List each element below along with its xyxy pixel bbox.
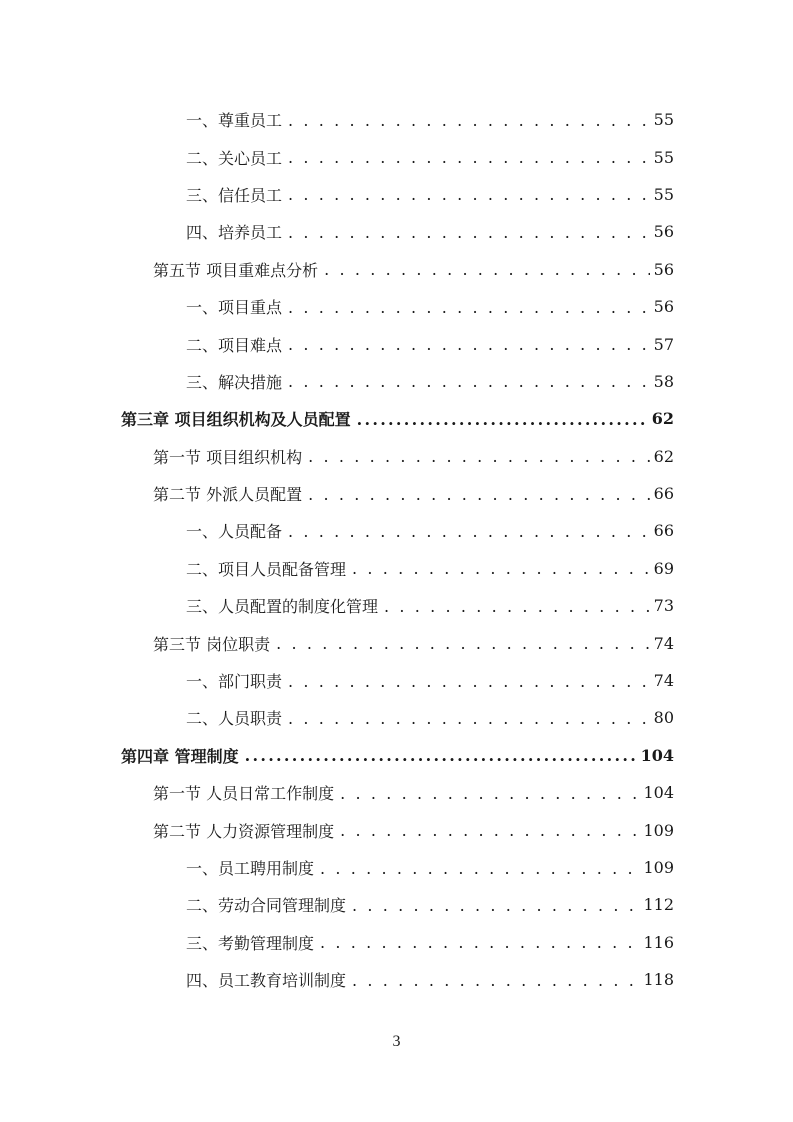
toc-dot-leader (340, 823, 639, 839)
toc-entry-title: 二、关心员工 (186, 148, 283, 168)
toc-dot-leader (288, 113, 650, 129)
toc-entry-title: 二、人员职责 (186, 709, 283, 729)
toc-entry-page-number: 116 (643, 932, 674, 952)
toc-entry-title: 第二节 人力资源管理制度 (153, 821, 335, 841)
toc-entry-page-number: 74 (653, 633, 674, 653)
toc-entry-page-number: 56 (653, 297, 674, 317)
toc-entry-title: 三、解决措施 (186, 372, 283, 392)
toc-entry-page-number: 112 (643, 895, 674, 915)
toc-section-entry[interactable] (0, 774, 793, 811)
toc-entry-title: 三、考勤管理制度 (186, 933, 315, 953)
toc-entry-title: 三、信任员工 (186, 185, 283, 205)
toc-section-entry[interactable] (0, 475, 793, 512)
toc-subsection-entry[interactable] (0, 662, 793, 699)
toc-dot-leader (357, 412, 648, 428)
toc-dot-leader (308, 487, 650, 503)
toc-dot-leader (308, 449, 650, 465)
toc-subsection-entry[interactable] (0, 886, 793, 923)
toc-dot-leader (352, 973, 639, 989)
toc-entry-title: 第五节 项目重难点分析 (153, 260, 319, 280)
toc-subsection-entry[interactable] (0, 325, 793, 362)
toc-entry-title: 第二节 外派人员配置 (153, 485, 303, 505)
toc-entry-page-number: 58 (653, 371, 674, 391)
toc-dot-leader (245, 748, 637, 764)
toc-entry-page-number: 56 (653, 222, 674, 242)
page-number: 3 (392, 1033, 401, 1050)
toc-section-entry[interactable] (0, 438, 793, 475)
toc-entry-page-number: 66 (653, 521, 674, 541)
toc-section-entry[interactable] (0, 624, 793, 661)
toc-entry-title: 四、员工教育培训制度 (186, 971, 347, 991)
toc-entry-page-number: 55 (653, 147, 674, 167)
toc-entry-page-number: 109 (643, 820, 674, 840)
toc-entry-page-number: 66 (653, 484, 674, 504)
toc-chapter-entry[interactable] (0, 737, 793, 774)
toc-subsection-entry[interactable] (0, 587, 793, 624)
toc-entry-title: 一、尊重员工 (186, 111, 283, 131)
toc-dot-leader (320, 935, 639, 951)
toc-entry-page-number: 55 (653, 110, 674, 130)
toc-dot-leader (352, 561, 650, 577)
toc-dot-leader (340, 786, 639, 802)
toc-entry-page-number: 109 (643, 858, 674, 877)
toc-entry-page-number: 69 (653, 558, 674, 578)
toc-entry-page-number: 118 (643, 970, 674, 990)
toc-section-entry[interactable] (0, 251, 793, 288)
toc-entry-page-number: 62 (653, 446, 674, 466)
toc-entry-title: 一、部门职责 (186, 672, 283, 692)
toc-entry-title: 三、人员配置的制度化管理 (186, 597, 379, 617)
toc-subsection-entry[interactable] (0, 101, 793, 138)
toc-subsection-entry[interactable] (0, 924, 793, 961)
toc-entry-page-number: 104 (643, 783, 674, 803)
toc-dot-leader (288, 674, 650, 690)
toc-dot-leader (288, 187, 650, 203)
toc-dot-leader (288, 337, 650, 353)
toc-dot-leader (288, 711, 650, 727)
toc-subsection-entry[interactable] (0, 288, 793, 325)
toc-entry-title: 第一节 项目组织机构 (153, 447, 303, 467)
toc-chapter-entry[interactable] (0, 400, 793, 437)
toc-entry-page-number: 62 (651, 409, 674, 429)
toc-entry-title: 二、项目人员配备管理 (186, 559, 347, 579)
toc-subsection-entry[interactable] (0, 550, 793, 587)
toc-entry-page-number: 104 (640, 745, 674, 765)
toc-dot-leader (276, 636, 650, 652)
toc-subsection-entry[interactable] (0, 363, 793, 400)
toc-subsection-entry[interactable] (0, 213, 793, 250)
toc-entry-title: 一、人员配备 (186, 522, 283, 542)
toc-dot-leader (288, 300, 650, 316)
toc-subsection-entry[interactable] (0, 176, 793, 213)
toc-subsection-entry[interactable] (0, 849, 793, 886)
toc-entry-title: 二、项目难点 (186, 335, 283, 355)
toc-entry-page-number: 80 (653, 708, 674, 728)
toc-dot-leader (384, 599, 650, 615)
toc-subsection-entry[interactable] (0, 961, 793, 998)
toc-entry-page-number: 57 (653, 334, 674, 354)
toc-entry-title: 一、员工聘用制度 (186, 859, 315, 878)
toc-entry-page-number: 73 (653, 596, 674, 616)
toc-section-entry[interactable] (0, 811, 793, 848)
toc-subsection-entry[interactable] (0, 138, 793, 175)
toc-entry-page-number: 56 (653, 259, 674, 279)
toc-entry-title: 四、培养员工 (186, 223, 283, 243)
toc-entry-title: 一、项目重点 (186, 298, 283, 318)
table-of-contents (0, 101, 793, 998)
toc-dot-leader (288, 374, 650, 390)
toc-entry-title: 二、劳动合同管理制度 (186, 896, 347, 916)
toc-dot-leader (288, 150, 650, 166)
toc-entry-page-number: 74 (653, 671, 674, 691)
toc-dot-leader (288, 524, 650, 540)
toc-entry-title: 第三章 项目组织机构及人员配置 (121, 410, 351, 430)
toc-dot-leader (352, 898, 639, 914)
toc-subsection-entry[interactable] (0, 512, 793, 549)
toc-entry-title: 第四章 管理制度 (121, 746, 239, 766)
toc-dot-leader (324, 262, 650, 278)
toc-subsection-entry[interactable] (0, 699, 793, 736)
toc-dot-leader (288, 225, 650, 241)
toc-dot-leader (320, 861, 639, 877)
toc-entry-page-number: 55 (653, 184, 674, 204)
toc-entry-title: 第一节 人员日常工作制度 (153, 784, 335, 804)
toc-entry-title: 第三节 岗位职责 (153, 634, 271, 654)
